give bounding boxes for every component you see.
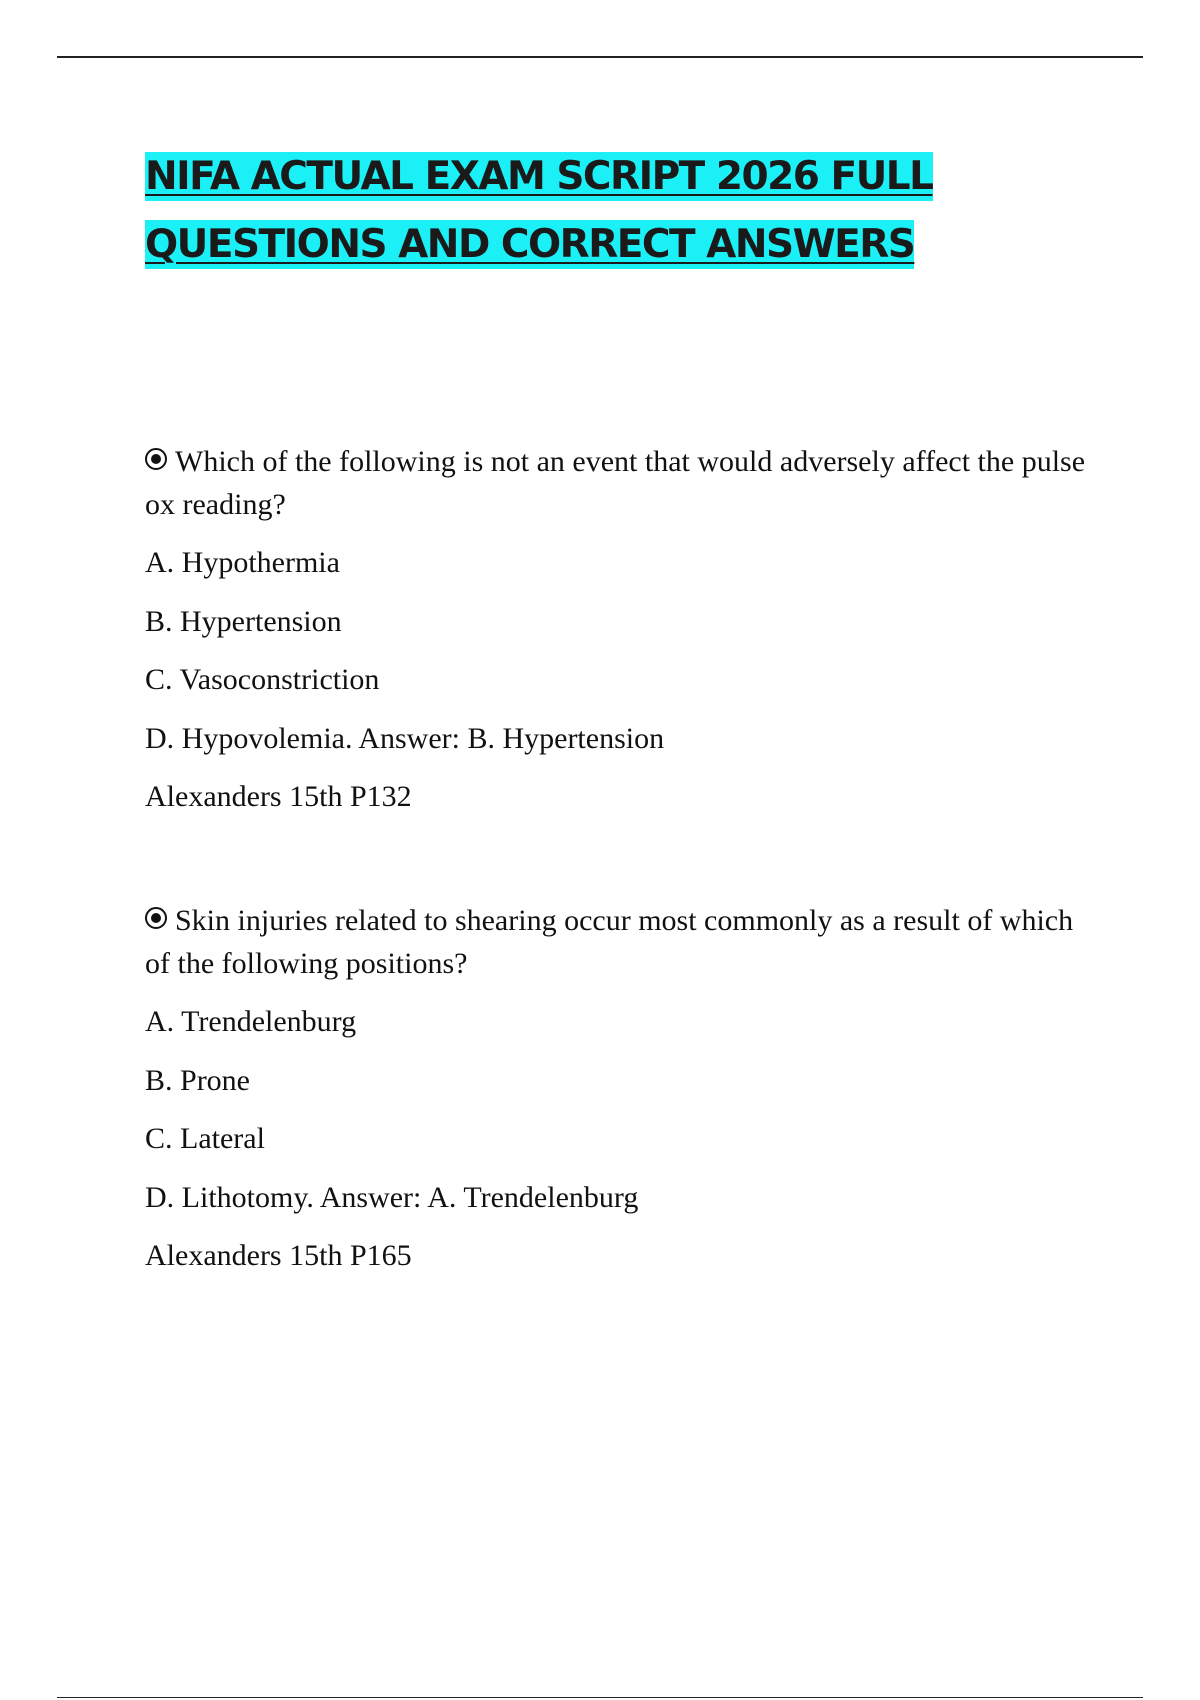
option-c: C. Lateral [145,1122,265,1155]
option-b: B. Hypertension [145,604,342,638]
question-1-text: Which of the following is not an event that would adversely affect the pulse ox reading? [145,445,1086,521]
option-d-answer: D. Lithotomy. Answer: A. Trendelenburg [145,1180,639,1214]
question-block-1 [145,440,1095,827]
top-rule [57,56,1143,58]
reference: Alexanders 15th P132 [145,780,412,813]
options-list [145,993,1095,1286]
options-list [145,534,1095,827]
reference: Alexanders 15th P165 [145,1239,412,1272]
bottom-rule [57,1697,1143,1698]
title-line-1: NIFA ACTUAL EXAM SCRIPT 2026 FULL [145,154,933,199]
question-block-2 [145,899,1095,1286]
option-a: A. Trendelenburg [145,1005,357,1038]
radio-selected-icon [145,907,167,929]
title-line-2: QUESTIONS AND CORRECT ANSWERS [145,222,915,267]
question-2-text: Skin injuries related to shearing occur most commonly as a result of which of the following positions? [145,904,1074,980]
option-c: C. Vasoconstriction [145,663,380,696]
radio-selected-icon [145,448,167,470]
option-d-answer: D. Hypovolemia. Answer: B. Hypertension [145,721,665,755]
option-a: A. Hypothermia [145,546,340,579]
option-b: B. Prone [145,1063,250,1097]
question-text [145,440,1095,526]
question-text [145,899,1095,985]
document-title [145,143,1075,279]
